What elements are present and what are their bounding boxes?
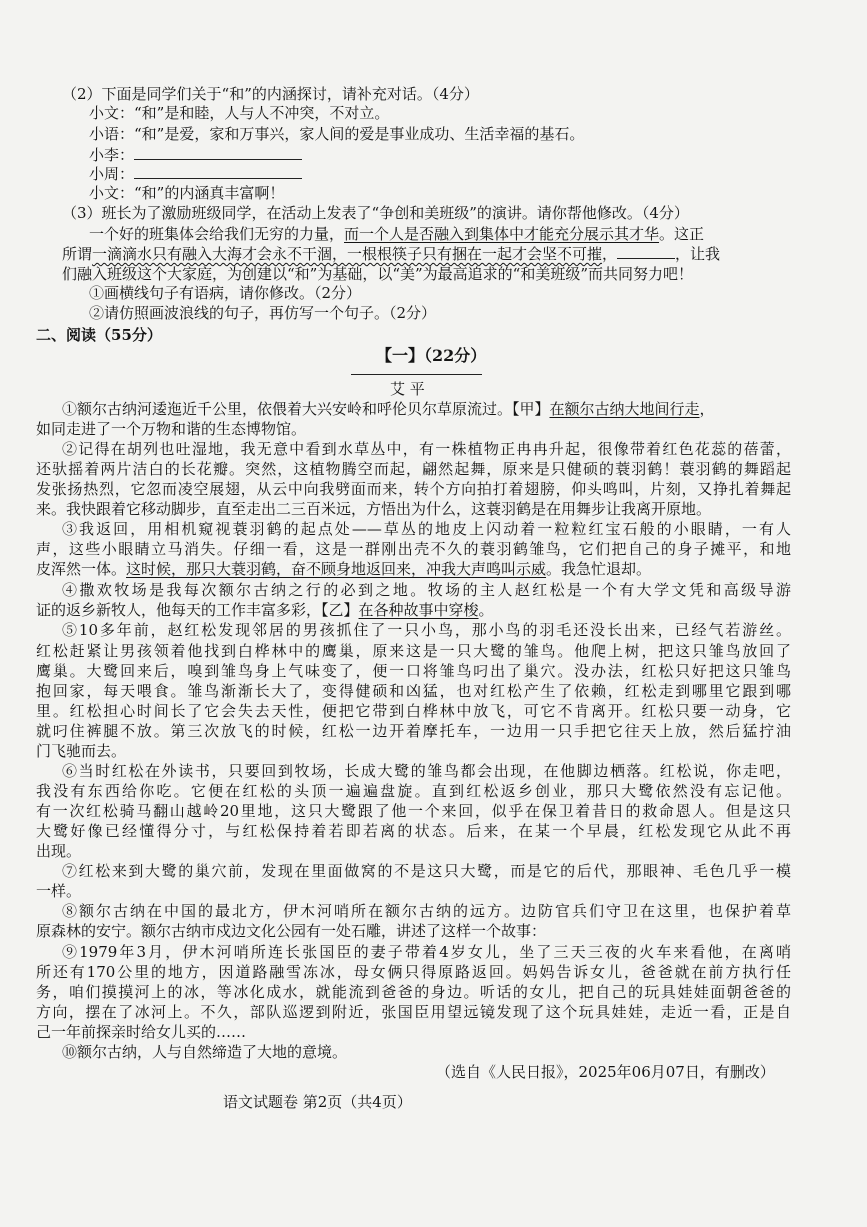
speech-line-2: 所谓一滴滴水只有融入大海才会永不干涸，一根根筷子只有捆在一起才会坚不可摧， ，让我 [62, 245, 721, 263]
reading-part-title: 【一】（22分） [376, 346, 487, 365]
dialogue-xiaowen-2: 小文：“和”的内涵真丰富啊！ [89, 184, 285, 202]
dialogue-xiaozhou: 小周： [89, 164, 302, 184]
para-10-line-1: ⑩额尔古纳，人与自然缔造了大地的意境。 [62, 1043, 348, 1061]
underline-yi: 在各种故事中穿梭 [358, 601, 479, 619]
page-footer: 语文试题卷 第2页（共4页） [223, 1093, 412, 1111]
q3-task-1: ①画横线句子有语病，请你修改。（2分） [89, 284, 362, 302]
para-1-line-1: ①额尔古纳河逶迤近千公里，依偎着大兴安岭和呼伦贝尔草原流过。【甲】在额尔古纳大地间行走， [62, 400, 715, 418]
dialogue-xiaoyu: 小语：“和”是爱，家和万事兴，家人间的爱是事业成功、生活幸福的基石。 [89, 125, 585, 143]
para-8-line-1: ⑧额尔古纳在中国的最北方，伊木河哨所在额尔古纳的远方。边防官兵们守卫在这里，也保护着草 [62, 902, 791, 920]
para-3-line-1: ③我返回，用相机窥视蓑羽鹤的起点处——草丛的地皮上闪动着一粒粒红宝石般的小眼睛，一有人 [62, 520, 791, 538]
para-5-line-5: 里。红松担心时间长了它会失去天性，便把它带到白桦林中放飞，可它不肯离开。红松只要一动身，它 [36, 702, 791, 720]
para-7-line-1: ⑦红松来到大鹭的巢穴前，发现在里面做窝的不是这只大鹭，而是它的后代，那眼神、毛色几乎一模 [62, 862, 791, 880]
answer-blank-xiaoli[interactable] [134, 145, 302, 160]
para-4-line-2: 证的返乡新牧人，他每天的工作丰富多彩，【乙】在各种故事中穿梭。 [36, 601, 494, 619]
para-7-line-2: 一样。 [36, 882, 82, 900]
para-9-line-2: 所还有170公里的地方，因道路融雪冻冰，母女俩只得原路返回。妈妈告诉女儿，爸爸就在前方执行任 [36, 963, 791, 981]
para-9-line-1: ⑨1979年3月，伊木河哨所连长张国臣的妻子带着4岁女儿，坐了三天三夜的火车来看他，在离哨 [62, 943, 791, 961]
reading-section-header: 二、阅读（55分） [36, 326, 162, 344]
title-rule [351, 374, 482, 375]
para-1-line-2: 如同走进了一个万物和谐的生态博物馆。 [36, 420, 307, 438]
para-9-line-5: 己一年前探亲时给女儿买的…… [36, 1023, 247, 1041]
para-5-line-3: 鹰巢。大鹭回来后，嗅到雏鸟身上气味变了，便一口将雏鸟叼出了巢穴。没办法，红松只好把这只雏鸟 [36, 662, 791, 680]
q3-prompt: （3）班长为了激励班级同学，在活动上发表了“争创和美班级”的演讲。请你帮他修改。（4分） [62, 204, 689, 222]
para-3-line-3: 皮浑然一体。这时候，那只大蓑羽鹤，奋不顾身地返回来，冲我大声鸣叫示威。我急忙退却。 [36, 560, 652, 578]
para-9-line-3: 务，咱们摸摸河上的冰，等冰化成水，就能流到爸爸的身边。听话的女儿，把自己的玩具娃娃面朝爸爸的 [36, 983, 791, 1001]
para-6-line-2: 我没有东西给你吃。它便在红松的头顶一遍遍盘旋。直到红松返乡创业，那只大鹭依然没有忘记他。 [36, 782, 791, 800]
q2-prompt: （2）下面是同学们关于“和”的内涵探讨，请补充对话。（4分） [62, 85, 479, 103]
speech-line-1: 一个好的班集体会给我们无穷的力量，而一个人是否融入到集体中才能充分展示其才华。这正 [89, 225, 705, 243]
para-6-line-1: ⑥当时红松在外读书，只要回到牧场，长成大鹭的雏鸟都会出现，在他脚边栖落。红松说，你走吧， [62, 762, 791, 780]
para-4-line-1: ④撒欢牧场是我每次额尔古纳之行的必到之地。牧场的主人赵红松是一个有大学文凭和高级导游 [62, 581, 791, 599]
para-5-line-7: 门飞驰而去。 [36, 742, 127, 760]
wavy-sentence: 一滴滴水只有融入大海才会永不干涸，一根根筷子只有捆在一起才会坚不可摧 [92, 245, 603, 263]
answer-blank-imitation[interactable] [617, 244, 675, 259]
para-5-line-6: 就叼住裤腿不放。第三次放飞的时候，红松一边开着摩托车，一边用一只手把它往天上放，然后猛拧油 [36, 722, 791, 740]
article-author: 艾 平 [390, 380, 425, 398]
para-8-line-2: 原森林的安宁。额尔古纳市戍边文化公园有一处石雕，讲述了这样一个故事： [36, 922, 547, 940]
para-2-line-3: 发张扬热烈，它忽而凌空展翅，从云中向我劈面而来，转个方向拍打着翅膀，仰头鸣叫，片刻，又挣扎着舞起 [36, 480, 791, 498]
para-9-line-4: 方向，摆在了冰河上。不久，部队巡逻到附近，张国臣用望远镜发现了这个玩具娃娃，走近一看，正是自 [36, 1003, 791, 1021]
dialogue-xiaowen-1: 小文：“和”是和睦，人与人不冲突，不对立。 [89, 104, 390, 122]
dialogue-xiaoli: 小李： [89, 145, 302, 165]
underlined-crane-sentence: 这时候，那只大蓑羽鹤，奋不顾身地返回来，冲我大声鸣叫示威 [126, 560, 547, 578]
underlined-sentence: 而一个人是否融入到集体中才能充分展示其才华 [344, 225, 660, 243]
article-source: （选自《人民日报》，2025年06月07日，有删改） [436, 1063, 775, 1081]
speech-line-3: 们融入班级这个大家庭，为创建以“和”为基础，以“美”为最高追求的“和美班级”而共同努力吧！ [62, 265, 694, 283]
answer-blank-xiaozhou[interactable] [134, 164, 302, 179]
para-6-line-4: 大鹭好像已经懂得分寸，与红松保持着若即若离的状态。后来，在某一个早晨，红松发现它从此不再 [36, 822, 791, 840]
para-6-line-3: 有一次红松骑马翻山越岭20里地，这只大鹭跟了他一个来回，似乎在保卫着昔日的救命恩人。但是这只 [36, 802, 791, 820]
q3-task-2: ②请仿照画波浪线的句子，再仿写一个句子。（2分） [89, 304, 437, 322]
para-5-line-4: 抱回家，每天喂食。雏鸟渐渐长大了，变得健硕和凶猛，也对红松产生了依赖，红松走到哪里它跟到哪 [36, 682, 791, 700]
underline-jia: 在额尔古纳大地间行走 [549, 400, 700, 418]
para-5-line-1: ⑤10多年前，赵红松发现邻居的男孩抓住了一只小鸟，那小鸟的羽毛还没长出来，已经气若游丝。 [62, 621, 791, 639]
para-5-line-2: 红松赶紧让男孩领着他找到白桦林中的鹰巢，原来这是一只大鹭的雏鸟。他爬上树，把这只雏鸟放回了 [36, 642, 791, 660]
para-2-line-4: 来。我快跟着它移动脚步，直至走出二三百米远，方悟出为什么，这蓑羽鹤是在用舞步让我离开原地。 [36, 500, 712, 518]
para-2-line-1: ②记得在胡列也吐湿地，我无意中看到水草丛中，有一株植物正冉冉升起，很像带着红色花蕊的蓓蕾， [62, 440, 791, 458]
para-6-line-5: 出现。 [36, 842, 82, 860]
para-3-line-2: 声，这些小眼睛立马消失。仔细一看，这是一群刚出壳不久的蓑羽鹤雏鸟，它们把自己的身子摊平，和地 [36, 540, 791, 558]
para-2-line-2: 还驮摇着两片洁白的长花瓣。突然，这植物腾空而起，翩然起舞，原来是只健硕的蓑羽鹤！蓑羽鹤的舞蹈起 [36, 460, 791, 478]
